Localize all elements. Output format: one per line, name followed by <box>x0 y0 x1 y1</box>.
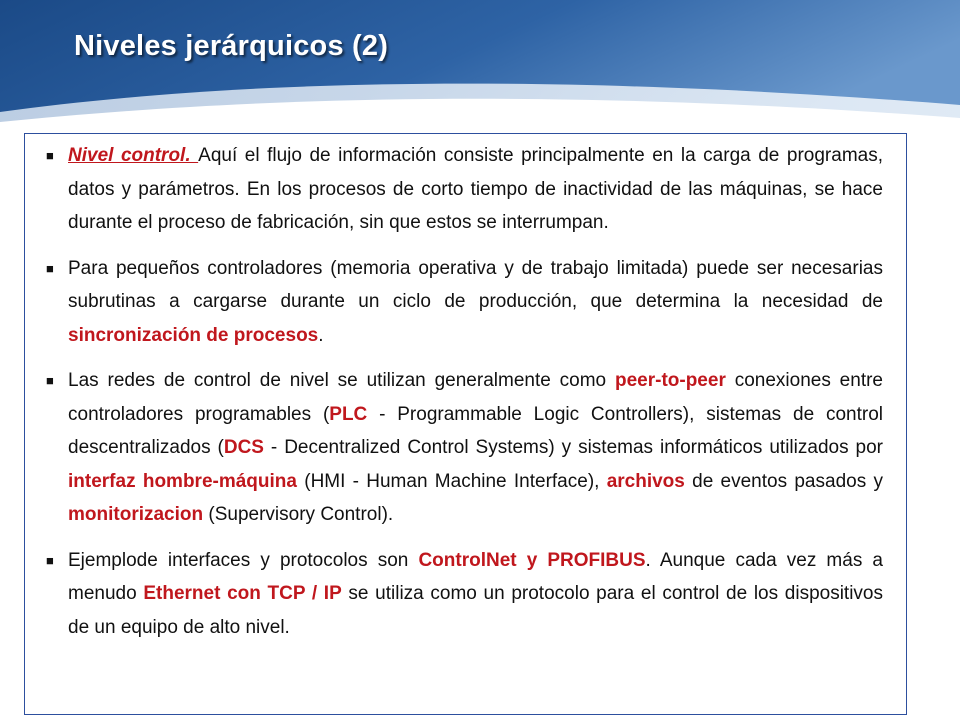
bullet-text: de eventos pasados y <box>684 470 883 492</box>
highlight-term: interfaz hombre-máquina <box>68 470 297 492</box>
highlight-term: archivos <box>606 470 685 492</box>
header-background <box>0 0 960 135</box>
bullet-text: Ejemplode interfaces y protocolos son <box>68 549 419 571</box>
highlight-term: PLC <box>329 403 368 425</box>
square-bullet-icon: ■ <box>46 148 54 163</box>
bullet-item-ejemplo-protocolos <box>46 544 883 645</box>
highlight-term: monitorizacion <box>68 504 204 525</box>
bullet-item-nivel-control <box>46 139 883 240</box>
content-frame <box>24 133 907 715</box>
highlight-term: Ethernet con TCP / IP <box>143 583 342 604</box>
bullet-text: - Decentralized Control Systems) y sistemas informáticos utilizados por <box>263 437 883 458</box>
bullet-text: Aquí el flujo de información consiste principalmente en la carga de programas, datos y parámetros. En los procesos de corto tiempo de inactividad de las máquinas, se hace durante el proceso de fabricación, sin que estos se interrumpan. <box>68 145 883 233</box>
bullet-list <box>46 139 883 656</box>
bullet-text: conexiones entre controladores programables ( <box>68 370 883 425</box>
bullet-text: se utiliza como un protocolo para el control de los dispositivos de un equipo de alto nivel. <box>68 583 883 638</box>
slide-title: Niveles jerárquicos (2) <box>74 30 389 62</box>
square-bullet-icon: ■ <box>46 373 54 388</box>
highlight-term: ControlNet y PROFIBUS <box>418 549 646 571</box>
bullet-text: . <box>318 324 324 346</box>
bullet-lead: Nivel control. <box>68 145 199 166</box>
highlight-term: DCS <box>223 437 264 458</box>
highlight-term: peer-to-peer <box>614 370 726 391</box>
bullet-text: Para pequeños controladores (memoria operativa y de trabajo limitada) puede ser necesarias subrutinas a cargarse durante un ciclo de producción, que determina la necesidad de <box>68 257 883 312</box>
bullet-text: Las redes de control de nivel se utilizan generalmente como <box>68 370 615 391</box>
highlight-term: sincronización de procesos <box>68 324 319 346</box>
square-bullet-icon: ■ <box>46 260 54 276</box>
bullet-text: (Supervisory Control). <box>203 504 394 525</box>
bullet-text: - Programmable Logic Controllers), sistemas de control descentralizados ( <box>68 403 883 458</box>
square-bullet-icon: ■ <box>46 552 54 568</box>
header-banner <box>0 0 960 135</box>
bullet-text: . Aunque cada vez más a menudo <box>68 549 883 604</box>
bullet-text: (HMI - Human Machine Interface), <box>296 470 607 492</box>
bullet-item-pequenos-controladores <box>46 252 883 353</box>
bullet-item-redes-de-control <box>46 364 883 532</box>
